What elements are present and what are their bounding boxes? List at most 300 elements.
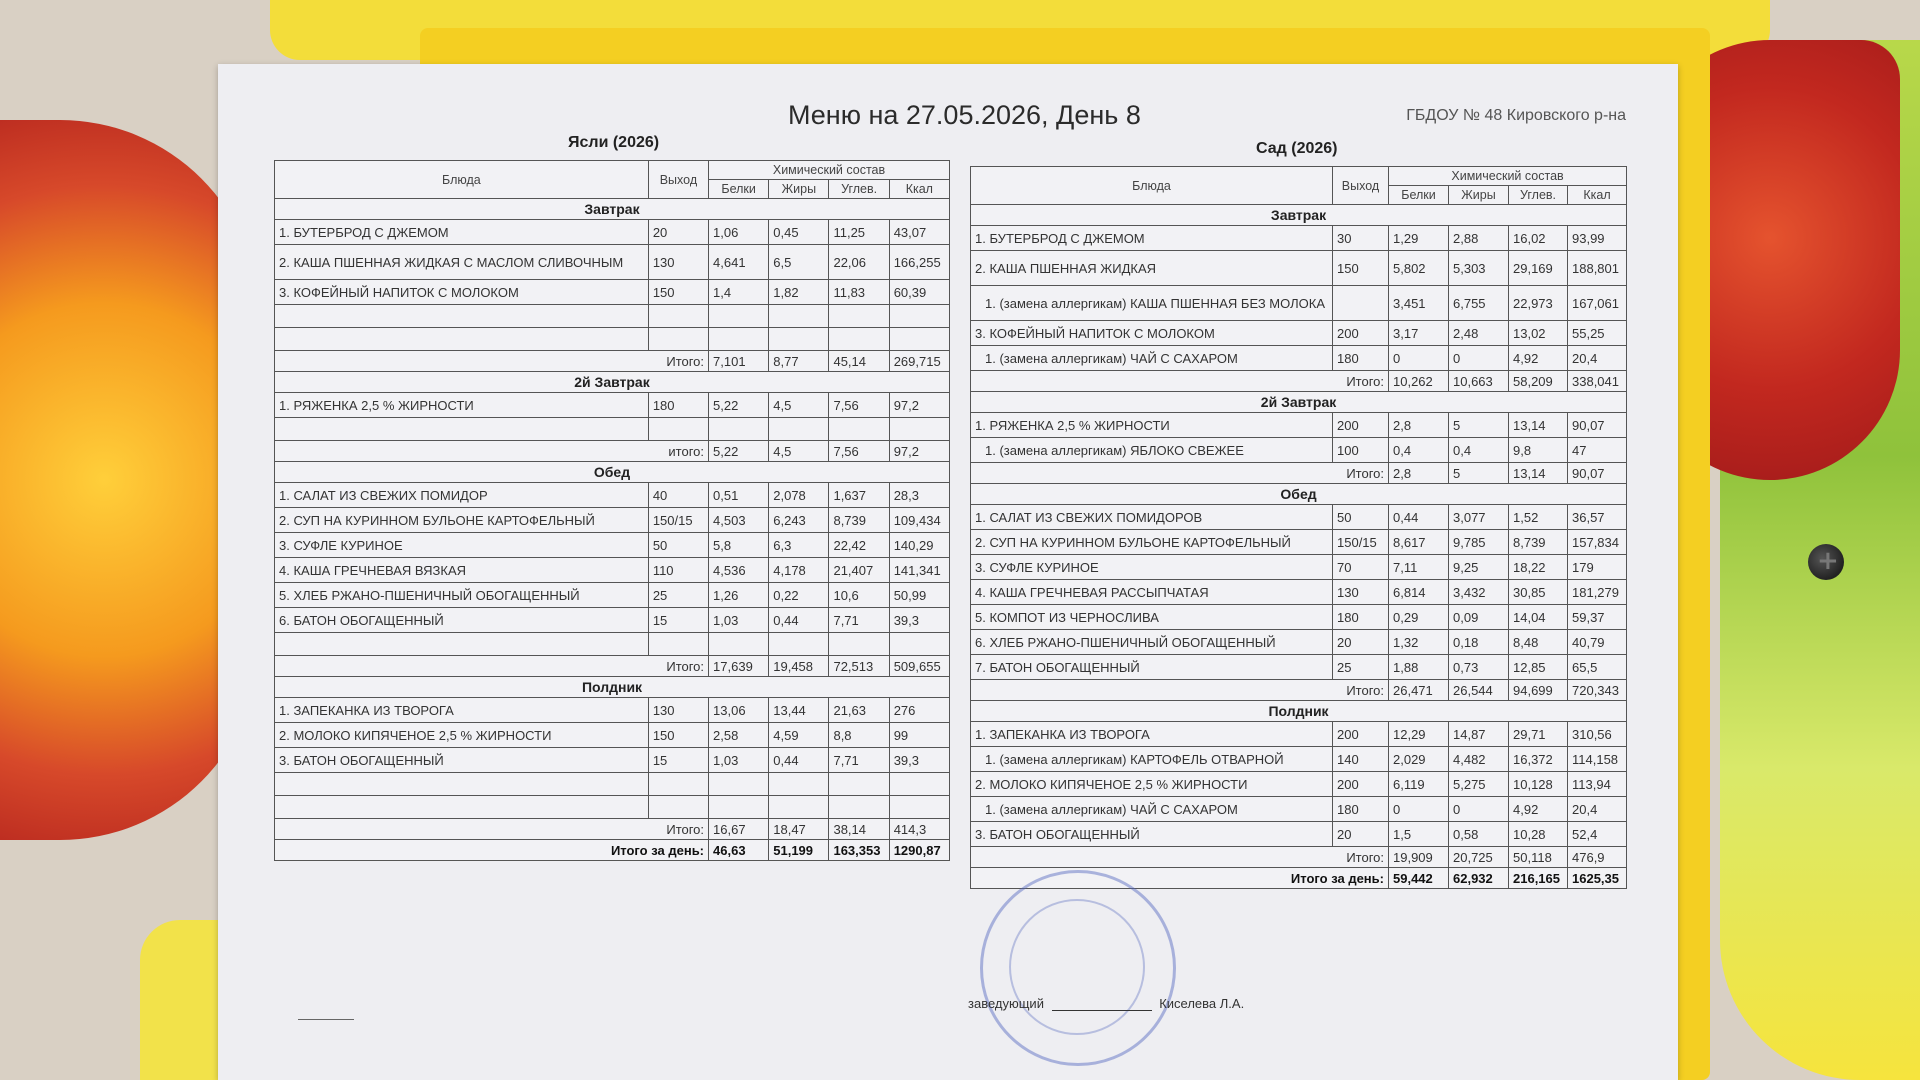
dish-kcal: 60,39 [889, 280, 949, 305]
dish-kcal: 65,5 [1568, 655, 1627, 680]
empty-cell [648, 633, 708, 656]
dish-fat: 0,4 [1449, 438, 1509, 463]
total-p: 16,67 [709, 819, 769, 840]
protein-header: Белки [1389, 186, 1449, 205]
dish-row [275, 698, 950, 723]
section-total-row [275, 819, 950, 840]
total-label: Итого: [971, 680, 1389, 701]
dish-name: 7. БАТОН ОБОГАЩЕННЫЙ [971, 655, 1333, 680]
yasli-snack-section [275, 677, 950, 840]
dish-carbs: 11,25 [829, 220, 889, 245]
dish-kcal: 181,279 [1568, 580, 1627, 605]
dish-carbs: 10,128 [1509, 772, 1568, 797]
dish-carbs: 7,71 [829, 608, 889, 633]
dish-row [971, 605, 1627, 630]
empty-cell [769, 633, 829, 656]
dish-name: 1. БУТЕРБРОД С ДЖЕМОМ [971, 226, 1333, 251]
dish-name: 6. ХЛЕБ РЖАНО-ПШЕНИЧНЫЙ ОБОГАЩЕННЫЙ [971, 630, 1333, 655]
dish-name: 1. БУТЕРБРОД С ДЖЕМОМ [275, 220, 649, 245]
dish-carbs: 8,739 [1509, 530, 1568, 555]
dish-name: 1. РЯЖЕНКА 2,5 % ЖИРНОСТИ [971, 413, 1333, 438]
dish-carbs: 7,56 [829, 393, 889, 418]
dish-header: Блюда [971, 167, 1333, 205]
dish-carbs: 22,06 [829, 245, 889, 280]
day-total-protein: 59,442 [1389, 868, 1449, 889]
dish-protein: 1,4 [709, 280, 769, 305]
dish-fat: 2,078 [769, 483, 829, 508]
total-k: 476,9 [1568, 847, 1627, 868]
total-label: Итого: [275, 656, 709, 677]
dish-row [971, 630, 1627, 655]
dish-output: 200 [1333, 321, 1389, 346]
sad-breakfast-section [971, 205, 1627, 392]
dish-kcal: 109,434 [889, 508, 949, 533]
dish-name: 4. КАША ГРЕЧНЕВАЯ РАССЫПЧАТАЯ [971, 580, 1333, 605]
empty-row [275, 773, 950, 796]
dish-kcal: 310,56 [1568, 722, 1627, 747]
total-label: Итого: [971, 463, 1389, 484]
empty-cell [889, 796, 949, 819]
dish-row [971, 722, 1627, 747]
empty-cell [829, 418, 889, 441]
dish-name: 1. ЗАПЕКАНКА ИЗ ТВОРОГА [275, 698, 649, 723]
dish-output [1333, 286, 1389, 321]
dish-fat: 0,44 [769, 608, 829, 633]
day-total-fat: 51,199 [769, 840, 829, 861]
dish-fat: 3,077 [1449, 505, 1509, 530]
empty-cell [709, 796, 769, 819]
day-total-label: Итого за день: [275, 840, 709, 861]
empty-cell [709, 305, 769, 328]
dish-fat: 5 [1449, 413, 1509, 438]
empty-cell [889, 633, 949, 656]
empty-cell [709, 418, 769, 441]
empty-cell [889, 773, 949, 796]
total-c: 72,513 [829, 656, 889, 677]
dish-carbs: 16,372 [1509, 747, 1568, 772]
dish-row [275, 280, 950, 305]
organization-name: ГБДОУ № 48 Кировского р-на [1406, 107, 1626, 124]
dish-protein: 8,617 [1389, 530, 1449, 555]
dish-fat: 0,09 [1449, 605, 1509, 630]
total-label: Итого: [275, 351, 709, 372]
dish-kcal: 140,29 [889, 533, 949, 558]
dish-row [971, 286, 1627, 321]
dish-output: 15 [648, 608, 708, 633]
dish-name: 1. (замена аллергикам) ЧАЙ С САХАРОМ [971, 346, 1333, 371]
dish-kcal: 179 [1568, 555, 1627, 580]
dish-name: 2. СУП НА КУРИННОМ БУЛЬОНЕ КАРТОФЕЛЬНЫЙ [971, 530, 1333, 555]
dish-name: 1. САЛАТ ИЗ СВЕЖИХ ПОМИДОРОВ [971, 505, 1333, 530]
total-p: 2,8 [1389, 463, 1449, 484]
dish-fat: 1,82 [769, 280, 829, 305]
total-f: 5 [1449, 463, 1509, 484]
meal-header-row [971, 205, 1627, 226]
dish-output: 140 [1333, 747, 1389, 772]
dish-carbs: 8,8 [829, 723, 889, 748]
dish-protein: 1,06 [709, 220, 769, 245]
output-header: Выход [648, 161, 708, 199]
section-total-row [275, 441, 950, 462]
sad-title: Сад (2026) [1256, 140, 1338, 157]
dish-carbs: 8,739 [829, 508, 889, 533]
dish-fat: 6,243 [769, 508, 829, 533]
chem-header: Химический состав [709, 161, 950, 180]
total-f: 26,544 [1449, 680, 1509, 701]
dish-row [275, 220, 950, 245]
dish-name: 5. КОМПОТ ИЗ ЧЕРНОСЛИВА [971, 605, 1333, 630]
dish-output: 200 [1333, 413, 1389, 438]
empty-cell [889, 328, 949, 351]
dish-fat: 9,785 [1449, 530, 1509, 555]
dish-carbs: 16,02 [1509, 226, 1568, 251]
dish-name: 6. БАТОН ОБОГАЩЕННЫЙ [275, 608, 649, 633]
dish-protein: 1,29 [1389, 226, 1449, 251]
total-f: 4,5 [769, 441, 829, 462]
dish-kcal: 276 [889, 698, 949, 723]
dish-name: 2. МОЛОКО КИПЯЧЕНОЕ 2,5 % ЖИРНОСТИ [971, 772, 1333, 797]
empty-cell [829, 305, 889, 328]
chem-header: Химический состав [1389, 167, 1627, 186]
dish-row [971, 530, 1627, 555]
dish-row [971, 555, 1627, 580]
dish-carbs: 11,83 [829, 280, 889, 305]
kcal-header: Ккал [889, 180, 949, 199]
meal-header-row [275, 677, 950, 698]
empty-cell [769, 305, 829, 328]
total-c: 50,118 [1509, 847, 1568, 868]
official-stamp [980, 870, 1176, 1066]
dish-carbs: 13,14 [1509, 413, 1568, 438]
meal-label: 2й Завтрак [275, 372, 950, 393]
dish-kcal: 43,07 [889, 220, 949, 245]
dish-fat: 13,44 [769, 698, 829, 723]
dish-protein: 5,8 [709, 533, 769, 558]
dish-fat: 3,432 [1449, 580, 1509, 605]
dish-kcal: 99 [889, 723, 949, 748]
dish-output: 20 [1333, 630, 1389, 655]
dish-row [971, 251, 1627, 286]
dish-protein: 4,536 [709, 558, 769, 583]
dish-row [275, 483, 950, 508]
dish-protein: 13,06 [709, 698, 769, 723]
total-c: 38,14 [829, 819, 889, 840]
dish-fat: 6,755 [1449, 286, 1509, 321]
dish-fat: 6,5 [769, 245, 829, 280]
signature-role: заведующий [968, 996, 1044, 1011]
dish-protein: 0 [1389, 346, 1449, 371]
section-total-row [275, 656, 950, 677]
empty-cell [275, 305, 649, 328]
empty-row [275, 633, 950, 656]
dish-output: 20 [648, 220, 708, 245]
dish-row [275, 608, 950, 633]
meal-header-row [971, 392, 1627, 413]
empty-cell [889, 305, 949, 328]
dish-carbs: 21,63 [829, 698, 889, 723]
fat-header: Жиры [769, 180, 829, 199]
dish-protein: 2,8 [1389, 413, 1449, 438]
dish-fat: 4,59 [769, 723, 829, 748]
meal-header-row [971, 484, 1627, 505]
dish-kcal: 36,57 [1568, 505, 1627, 530]
dish-output: 130 [648, 698, 708, 723]
day-total-kcal: 1290,87 [889, 840, 949, 861]
dish-output: 150/15 [648, 508, 708, 533]
dish-output: 180 [1333, 605, 1389, 630]
dish-kcal: 188,801 [1568, 251, 1627, 286]
output-header: Выход [1333, 167, 1389, 205]
dish-carbs: 18,22 [1509, 555, 1568, 580]
dish-fat: 0 [1449, 797, 1509, 822]
meal-label: Обед [971, 484, 1627, 505]
dish-protein: 1,32 [1389, 630, 1449, 655]
total-f: 8,77 [769, 351, 829, 372]
dish-output: 110 [648, 558, 708, 583]
dish-fat: 0,18 [1449, 630, 1509, 655]
empty-cell [648, 328, 708, 351]
dish-protein: 12,29 [1389, 722, 1449, 747]
dish-protein: 1,26 [709, 583, 769, 608]
dish-kcal: 114,158 [1568, 747, 1627, 772]
dish-fat: 5,303 [1449, 251, 1509, 286]
dish-fat: 0,73 [1449, 655, 1509, 680]
day-total-carbs: 163,353 [829, 840, 889, 861]
dish-kcal: 28,3 [889, 483, 949, 508]
dish-name: 2. КАША ПШЕННАЯ ЖИДКАЯ [971, 251, 1333, 286]
kcal-header: Ккал [1568, 186, 1627, 205]
dish-protein: 0 [1389, 797, 1449, 822]
dish-carbs: 12,85 [1509, 655, 1568, 680]
empty-cell [275, 796, 649, 819]
dish-row [971, 321, 1627, 346]
meal-header-row [275, 462, 950, 483]
dish-kcal: 47 [1568, 438, 1627, 463]
yasli-breakfast2-section [275, 372, 950, 462]
section-total-row [275, 351, 950, 372]
fat-header: Жиры [1449, 186, 1509, 205]
sad-table [970, 166, 1627, 889]
dish-protein: 0,29 [1389, 605, 1449, 630]
empty-cell [829, 796, 889, 819]
dish-output: 20 [1333, 822, 1389, 847]
total-k: 97,2 [889, 441, 949, 462]
dish-name: 1. САЛАТ ИЗ СВЕЖИХ ПОМИДОР [275, 483, 649, 508]
dish-kcal: 39,3 [889, 608, 949, 633]
day-total-protein: 46,63 [709, 840, 769, 861]
empty-cell [889, 418, 949, 441]
dish-name: 3. СУФЛЕ КУРИНОЕ [971, 555, 1333, 580]
dish-protein: 1,03 [709, 748, 769, 773]
empty-cell [275, 418, 649, 441]
dish-row [275, 723, 950, 748]
dish-carbs: 13,02 [1509, 321, 1568, 346]
dish-output: 50 [1333, 505, 1389, 530]
yasli-day-total-row [275, 840, 950, 861]
meal-label: Завтрак [971, 205, 1627, 226]
empty-row [275, 796, 950, 819]
carbs-header: Углев. [829, 180, 889, 199]
dish-row [971, 747, 1627, 772]
dish-row [971, 772, 1627, 797]
section-total-row [971, 371, 1627, 392]
dish-output: 40 [648, 483, 708, 508]
dish-carbs: 7,71 [829, 748, 889, 773]
dish-name: 2. СУП НА КУРИННОМ БУЛЬОНЕ КАРТОФЕЛЬНЫЙ [275, 508, 649, 533]
total-k: 509,655 [889, 656, 949, 677]
dish-row [275, 393, 950, 418]
dish-fat: 4,178 [769, 558, 829, 583]
empty-cell [709, 633, 769, 656]
dish-kcal: 90,07 [1568, 413, 1627, 438]
empty-cell [829, 328, 889, 351]
dish-kcal: 52,4 [1568, 822, 1627, 847]
dish-kcal: 20,4 [1568, 797, 1627, 822]
empty-cell [769, 773, 829, 796]
dish-kcal: 113,94 [1568, 772, 1627, 797]
empty-cell [275, 328, 649, 351]
screw-icon [1808, 544, 1844, 580]
dish-name: 4. КАША ГРЕЧНЕВАЯ ВЯЗКАЯ [275, 558, 649, 583]
dish-name: 5. ХЛЕБ РЖАНО-ПШЕНИЧНЫЙ ОБОГАЩЕННЫЙ [275, 583, 649, 608]
dish-output: 25 [1333, 655, 1389, 680]
empty-cell [648, 773, 708, 796]
dish-output: 30 [1333, 226, 1389, 251]
dish-row [971, 346, 1627, 371]
dish-name: 1. РЯЖЕНКА 2,5 % ЖИРНОСТИ [275, 393, 649, 418]
dish-fat: 4,5 [769, 393, 829, 418]
dish-protein: 6,814 [1389, 580, 1449, 605]
dish-fat: 0,44 [769, 748, 829, 773]
dish-protein: 0,4 [1389, 438, 1449, 463]
dish-kcal: 167,061 [1568, 286, 1627, 321]
total-c: 13,14 [1509, 463, 1568, 484]
empty-cell [648, 305, 708, 328]
empty-cell [275, 633, 649, 656]
total-c: 94,699 [1509, 680, 1568, 701]
dish-carbs: 22,973 [1509, 286, 1568, 321]
dish-protein: 4,641 [709, 245, 769, 280]
dish-protein: 1,5 [1389, 822, 1449, 847]
dish-protein: 5,802 [1389, 251, 1449, 286]
dish-carbs: 14,04 [1509, 605, 1568, 630]
carbs-header: Углев. [1509, 186, 1568, 205]
dish-carbs: 29,71 [1509, 722, 1568, 747]
meal-header-row [971, 701, 1627, 722]
total-k: 90,07 [1568, 463, 1627, 484]
section-total-row [971, 680, 1627, 701]
empty-row [275, 305, 950, 328]
dish-name: 3. КОФЕЙНЫЙ НАПИТОК С МОЛОКОМ [275, 280, 649, 305]
dish-carbs: 4,92 [1509, 346, 1568, 371]
day-total-label: Итого за день: [971, 868, 1389, 889]
dish-fat: 2,88 [1449, 226, 1509, 251]
meal-label: Полдник [971, 701, 1627, 722]
dish-protein: 1,88 [1389, 655, 1449, 680]
dish-kcal: 55,25 [1568, 321, 1627, 346]
total-c: 7,56 [829, 441, 889, 462]
yasli-title: Ясли (2026) [568, 134, 660, 151]
empty-cell [275, 773, 649, 796]
dish-row [275, 748, 950, 773]
dish-row [971, 655, 1627, 680]
dish-output: 150 [648, 280, 708, 305]
day-total-kcal: 1625,35 [1568, 868, 1627, 889]
dish-name: 3. КОФЕЙНЫЙ НАПИТОК С МОЛОКОМ [971, 321, 1333, 346]
dish-protein: 2,58 [709, 723, 769, 748]
total-label: Итого: [971, 371, 1389, 392]
total-k: 720,343 [1568, 680, 1627, 701]
sad-snack-section [971, 701, 1627, 868]
yasli-lunch-section [275, 462, 950, 677]
dish-output: 100 [1333, 438, 1389, 463]
protein-header: Белки [709, 180, 769, 199]
dish-name: 1. ЗАПЕКАНКА ИЗ ТВОРОГА [971, 722, 1333, 747]
dish-protein: 0,51 [709, 483, 769, 508]
dish-output: 130 [648, 245, 708, 280]
dish-output: 200 [1333, 772, 1389, 797]
day-total-carbs: 216,165 [1509, 868, 1568, 889]
dish-protein: 3,17 [1389, 321, 1449, 346]
sad-breakfast2-section [971, 392, 1627, 484]
dish-fat: 0,45 [769, 220, 829, 245]
dish-row [971, 797, 1627, 822]
dish-fat: 0 [1449, 346, 1509, 371]
dish-row [971, 413, 1627, 438]
empty-cell [769, 796, 829, 819]
empty-cell [648, 796, 708, 819]
dish-kcal: 40,79 [1568, 630, 1627, 655]
dish-fat: 14,87 [1449, 722, 1509, 747]
dish-carbs: 1,637 [829, 483, 889, 508]
dish-kcal: 157,834 [1568, 530, 1627, 555]
dish-output: 15 [648, 748, 708, 773]
sad-lunch-section [971, 484, 1627, 701]
empty-row [275, 418, 950, 441]
total-k: 269,715 [889, 351, 949, 372]
empty-cell [709, 773, 769, 796]
dish-row [971, 226, 1627, 251]
total-f: 10,663 [1449, 371, 1509, 392]
yasli-table [274, 160, 950, 861]
total-label: итого: [275, 441, 709, 462]
dish-protein: 2,029 [1389, 747, 1449, 772]
dish-carbs: 4,92 [1509, 797, 1568, 822]
empty-cell [709, 328, 769, 351]
dish-kcal: 59,37 [1568, 605, 1627, 630]
meal-label: Полдник [275, 677, 950, 698]
dish-row [275, 245, 950, 280]
dish-output: 150 [1333, 251, 1389, 286]
dish-name: 3. БАТОН ОБОГАЩЕННЫЙ [971, 822, 1333, 847]
dish-carbs: 30,85 [1509, 580, 1568, 605]
dish-protein: 6,119 [1389, 772, 1449, 797]
signature-block [968, 992, 1244, 1011]
total-c: 45,14 [829, 351, 889, 372]
meal-label: Обед [275, 462, 950, 483]
dish-carbs: 10,28 [1509, 822, 1568, 847]
total-f: 20,725 [1449, 847, 1509, 868]
dish-header: Блюда [275, 161, 649, 199]
dish-fat: 9,25 [1449, 555, 1509, 580]
dish-output: 50 [648, 533, 708, 558]
total-label: Итого: [275, 819, 709, 840]
dish-kcal: 20,4 [1568, 346, 1627, 371]
dish-carbs: 8,48 [1509, 630, 1568, 655]
dish-protein: 7,11 [1389, 555, 1449, 580]
dish-row [275, 558, 950, 583]
dish-output: 150 [648, 723, 708, 748]
